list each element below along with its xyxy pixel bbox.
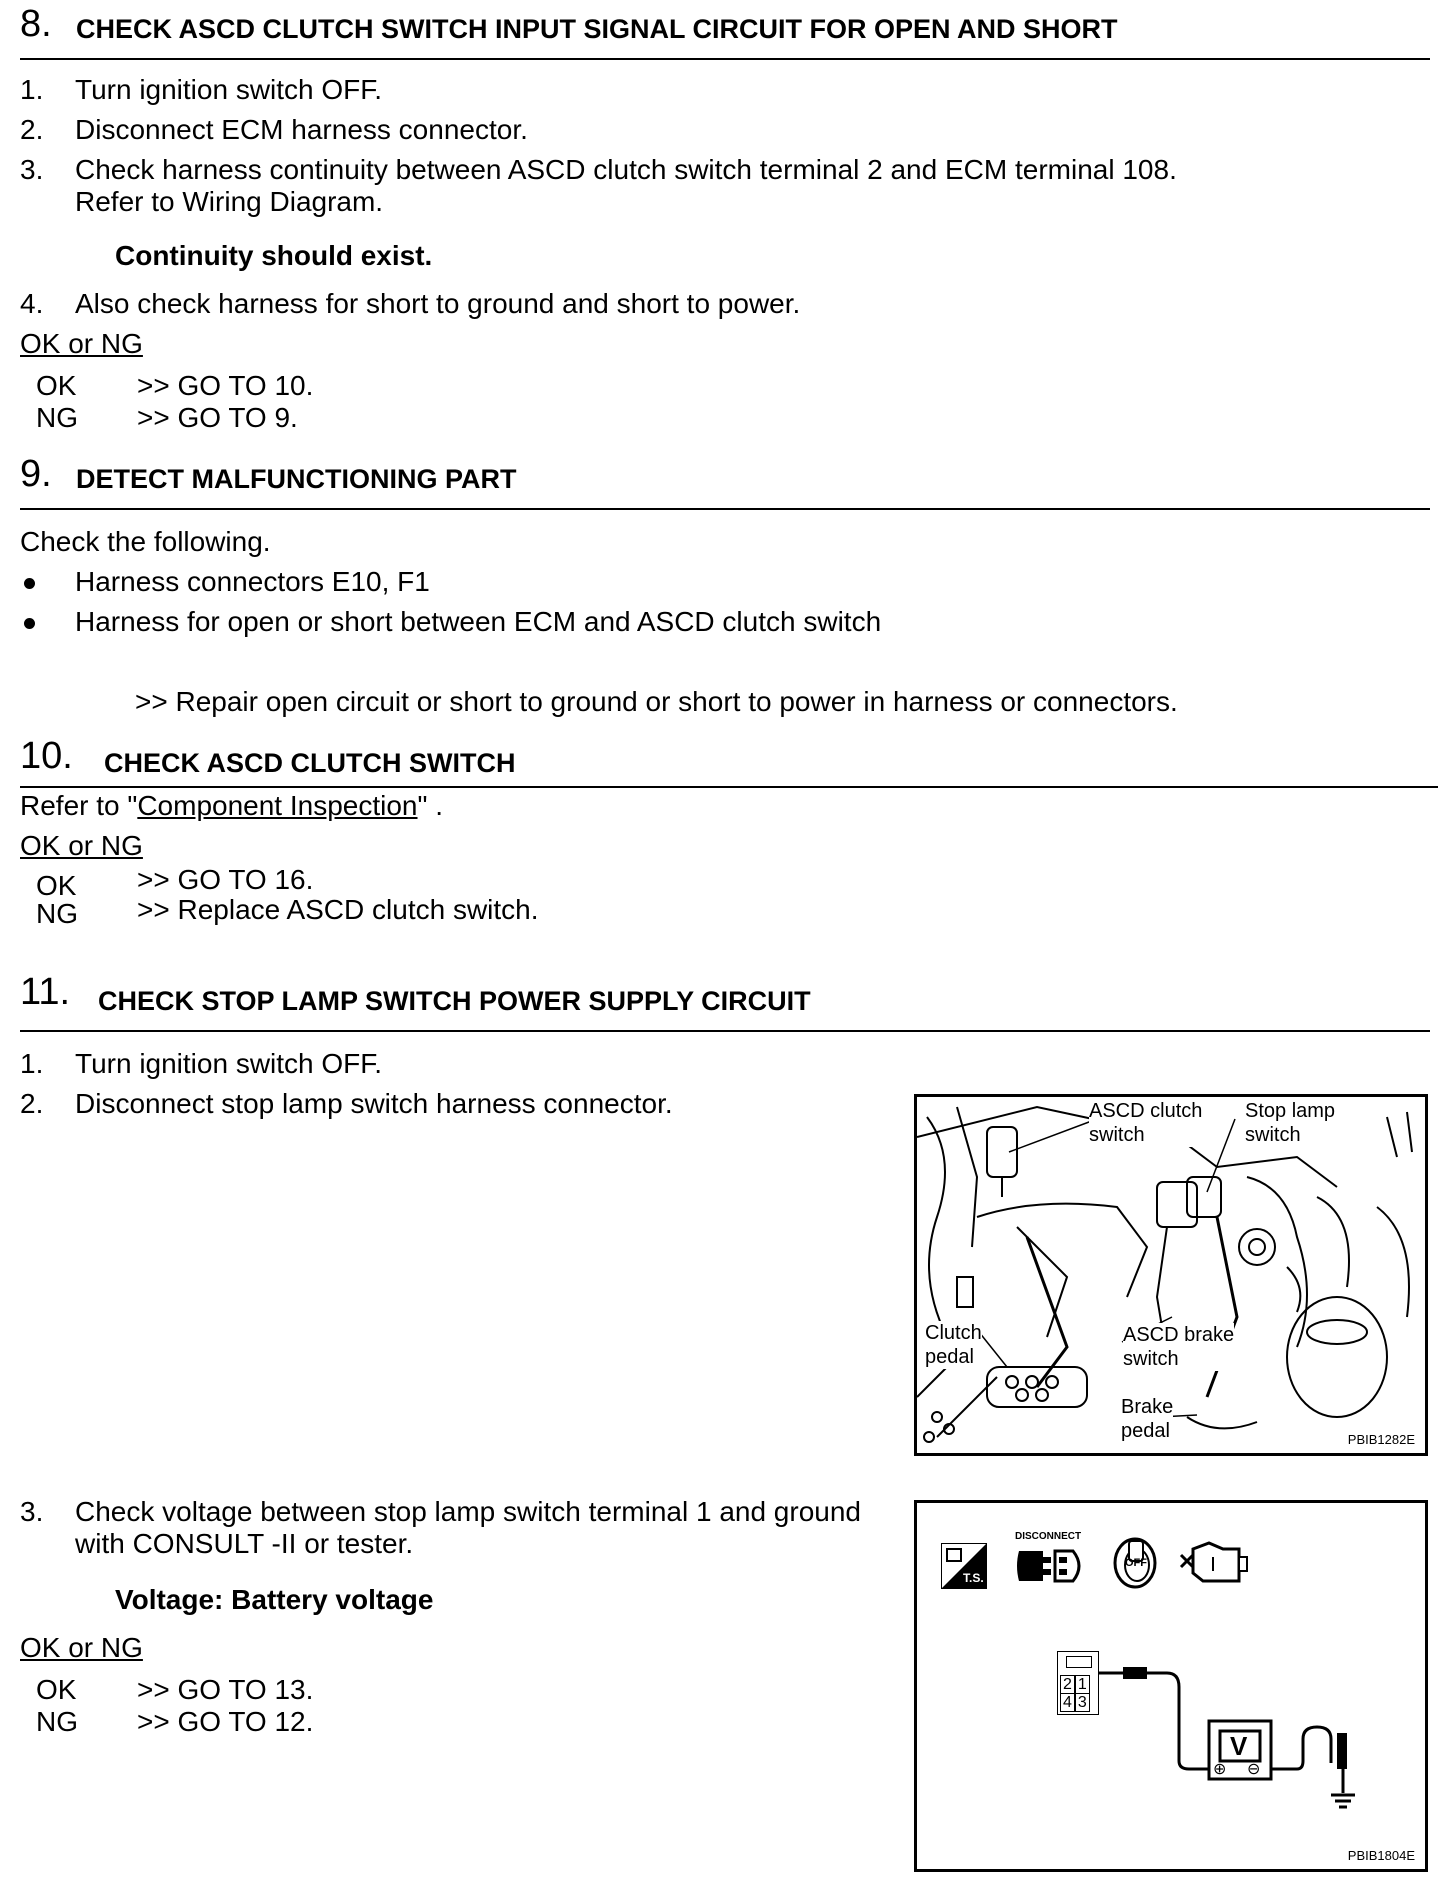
step-text: Turn ignition switch OFF. (75, 74, 383, 105)
label-ascd-brake-switch: ASCD brake switch (1123, 1324, 1235, 1370)
figure-code: PBIB1282E (1347, 1432, 1415, 1447)
step-title: CHECK ASCD CLUTCH SWITCH INPUT SIGNAL CIRCUIT FOR OPEN AND SHORT (76, 14, 1118, 44)
ok-ng-heading: OK or NG (20, 1632, 143, 1663)
ok-ng-heading: OK or NG (20, 328, 143, 359)
off-label: OFF (1125, 1557, 1147, 1569)
step-number: 10. (20, 735, 73, 777)
terminal-4: 4 (1060, 1693, 1075, 1712)
step-index: 4. (20, 288, 44, 319)
terminal-1: 1 (1075, 1675, 1090, 1694)
step-index: 2. (20, 114, 44, 145)
component-inspection-link[interactable]: Component Inspection (137, 790, 418, 821)
step-text: Disconnect stop lamp switch harness connector. (75, 1088, 673, 1119)
ng-action: >> GO TO 9. (137, 402, 298, 433)
ng-label: NG (36, 898, 78, 929)
step-text: Turn ignition switch OFF. (75, 1048, 383, 1079)
figure-code: PBIB1804E (1347, 1848, 1415, 1863)
section-divider (20, 786, 1438, 788)
section-divider (20, 508, 1430, 510)
bullet-dot (24, 578, 35, 589)
voltage-check-illustration (914, 1500, 1428, 1872)
disconnect-label: DISCONNECT (1015, 1531, 1082, 1542)
step-text: Check harness continuity between ASCD clutch switch terminal 2 and ECM terminal 108. (75, 154, 1177, 185)
pedal-assembly-illustration (914, 1094, 1428, 1456)
label-clutch-pedal: Clutch pedal (925, 1322, 982, 1368)
step-index: 1. (20, 1048, 44, 1079)
bullet-dot (24, 618, 35, 629)
wiring-drawing (917, 1503, 1425, 1869)
ng-label: NG (36, 402, 78, 433)
terminal-2: 2 (1060, 1675, 1075, 1694)
ok-ng-heading: OK or NG (20, 830, 143, 861)
spec-text: Continuity should exist. (115, 240, 433, 271)
section-divider (20, 1030, 1430, 1032)
ng-action: >> GO TO 12. (137, 1706, 314, 1737)
step-text: Check voltage between stop lamp switch terminal 1 and ground (75, 1496, 861, 1527)
step-index: 3. (20, 1496, 44, 1527)
ng-label: NG (36, 1706, 78, 1737)
section-divider (20, 58, 1430, 60)
ok-action: >> GO TO 13. (137, 1674, 314, 1705)
meter-minus: ⊖ (1247, 1761, 1261, 1778)
action-text: >> Repair open circuit or short to ground or short to power in harness or connectors. (135, 686, 1178, 717)
step-index: 1. (20, 74, 44, 105)
bullet-text: Harness connectors E10, F1 (75, 566, 430, 597)
label-ascd-clutch-switch: ASCD clutch switch (1089, 1100, 1203, 1146)
ok-action: >> GO TO 10. (137, 370, 314, 401)
ok-action: >> GO TO 16. (137, 864, 314, 895)
terminal-3: 3 (1075, 1693, 1090, 1712)
refer-line (20, 790, 443, 822)
ok-label: OK (36, 1674, 77, 1705)
voltmeter-label: V (1230, 1731, 1248, 1761)
label-stop-lamp-switch: Stop lamp switch (1245, 1100, 1336, 1146)
refer-suffix: " . (417, 790, 444, 821)
ok-label: OK (36, 870, 77, 901)
step-number: 8. (20, 3, 52, 45)
step-number: 9. (20, 453, 52, 495)
refer-prefix: Refer to " (20, 790, 138, 821)
step-index: 3. (20, 154, 44, 185)
step-text-continued: Refer to Wiring Diagram. (75, 186, 384, 217)
step-text: Disconnect ECM harness connector. (75, 114, 528, 145)
label-brake-pedal: Brake pedal (1121, 1396, 1174, 1442)
ts-label: T.S. (963, 1571, 984, 1585)
step-text-continued: with CONSULT -II or tester. (75, 1528, 414, 1559)
step-title: CHECK ASCD CLUTCH SWITCH (104, 748, 516, 778)
meter-plus: ⊕ (1213, 1761, 1227, 1778)
step-title: CHECK STOP LAMP SWITCH POWER SUPPLY CIRCUIT (98, 986, 811, 1016)
intro-text: Check the following. (20, 526, 271, 557)
ok-label: OK (36, 370, 77, 401)
ng-action: >> Replace ASCD clutch switch. (137, 894, 539, 925)
spec-text: Voltage: Battery voltage (115, 1584, 434, 1615)
step-number: 11. (20, 971, 71, 1013)
step-text: Also check harness for short to ground and short to power. (75, 288, 801, 319)
bullet-text: Harness for open or short between ECM and ASCD clutch switch (75, 606, 882, 637)
step-index: 2. (20, 1088, 44, 1119)
step-title: DETECT MALFUNCTIONING PART (76, 464, 517, 494)
